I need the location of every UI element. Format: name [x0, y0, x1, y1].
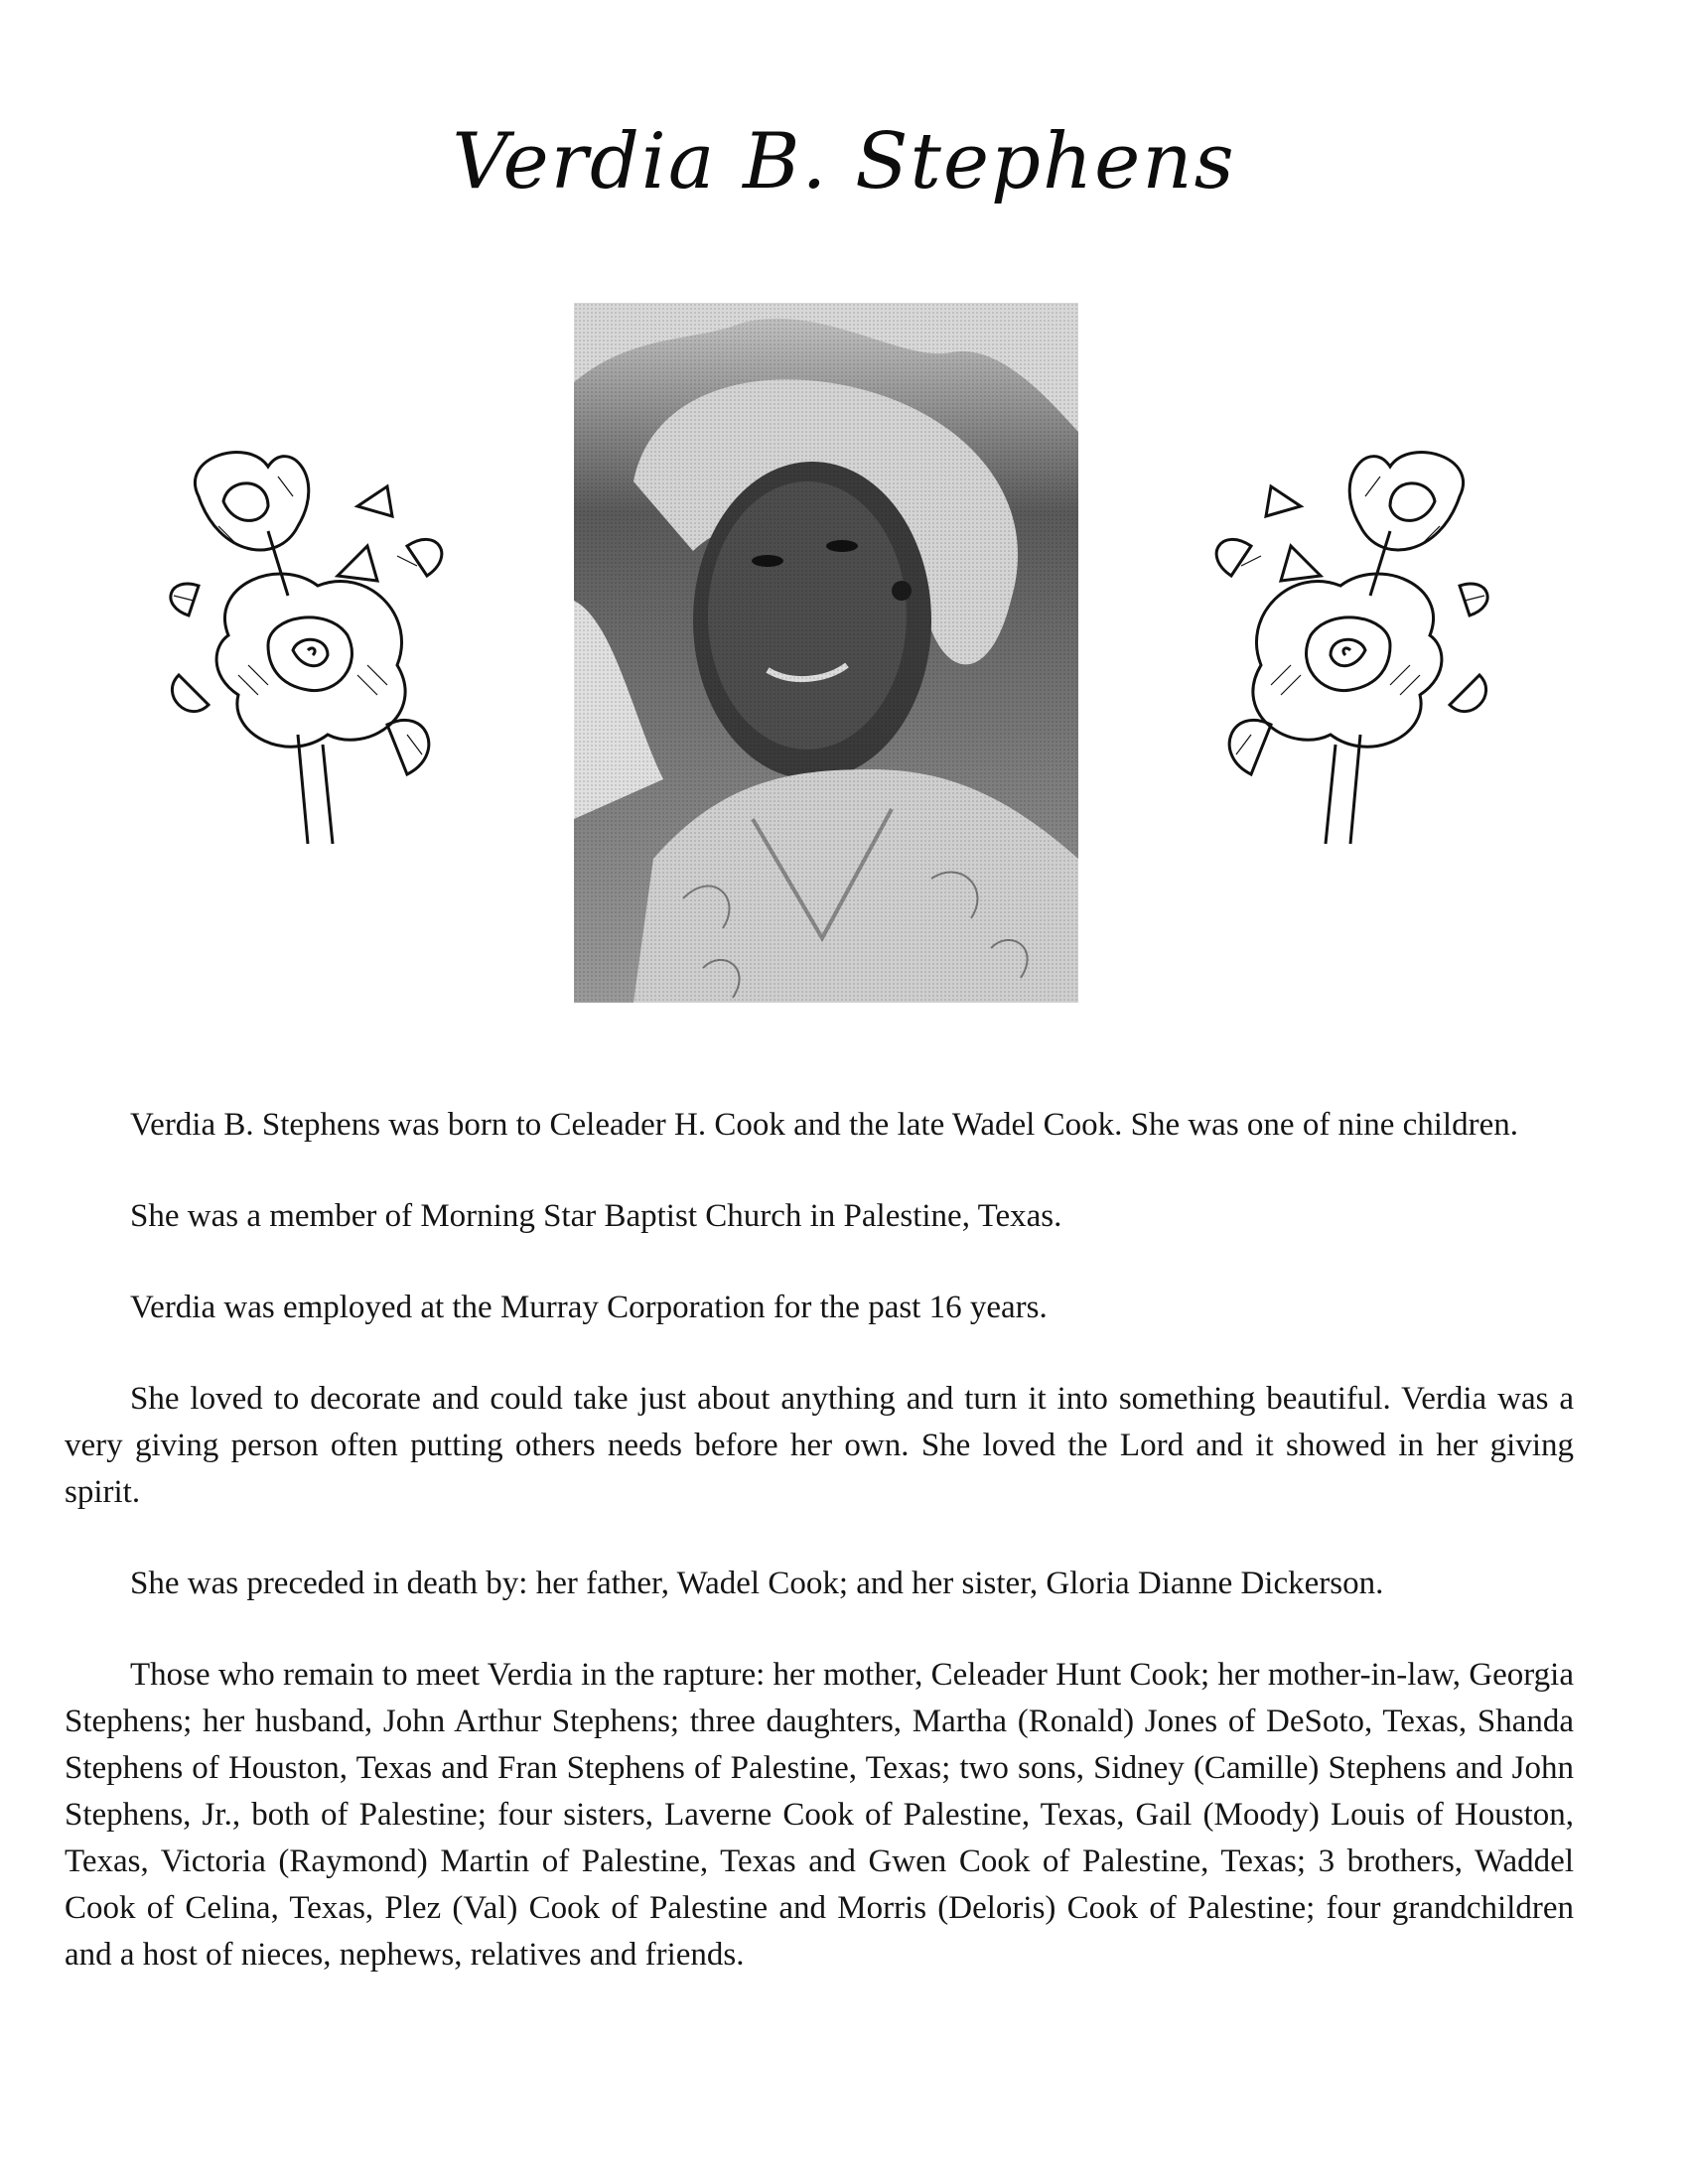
- paragraph-birth: Verdia B. Stephens was born to Celeader H. Cook and the late Wadel Cook. She was one of nine children.: [130, 1107, 1518, 1143]
- page-title: Verdia B. Stephens: [452, 117, 1236, 206]
- paragraph-survivors: Those who remain to meet Verdia in the rapture: her mother, Celeader Hunt Cook; her mother-in-law, Georgia Stephens; her husband, John Arthur Stephens; three daughters, Martha (Ronald) Jones of DeSoto, Texas, Shanda Stephens of Houston, Texas and Fran Stephens of Palestine, Texas; two sons, Sidney (Camille) Stephens and John Stephens, Jr., both of Palestine; four sisters, Laverne Cook of Palestine, Texas, Gail (Moody) Louis of Houston, Texas, Victoria (Raymond) Martin of Palestine, Texas and Gwen Cook of Palestine, Texas; 3 brothers, Waddel Cook of Celina, Texas, Plez (Val) Cook of Palestine and Morris (Deloris) Cook of Palestine; four grandchildren and a host of nieces, nephews, relatives and friends.: [65, 1657, 1574, 1973]
- obituary-body: [65, 1102, 1574, 2023]
- rose-icon: [1172, 437, 1499, 854]
- paragraph-employment: Verdia was employed at the Murray Corporation for the past 16 years.: [130, 1290, 1048, 1325]
- paragraph-character: She loved to decorate and could take just about anything and turn it into something beautiful. Verdia was a very giving person often putting others needs before her own. She loved the Lord and it showed in her giving spirit.: [65, 1381, 1574, 1510]
- rose-icon: [159, 437, 487, 854]
- paragraph-church: She was a member of Morning Star Baptist Church in Palestine, Texas.: [130, 1198, 1062, 1234]
- portrait-photo: [574, 303, 1078, 1003]
- paragraph-preceded: She was preceded in death by: her father, Wadel Cook; and her sister, Gloria Dianne Dickerson.: [130, 1566, 1384, 1601]
